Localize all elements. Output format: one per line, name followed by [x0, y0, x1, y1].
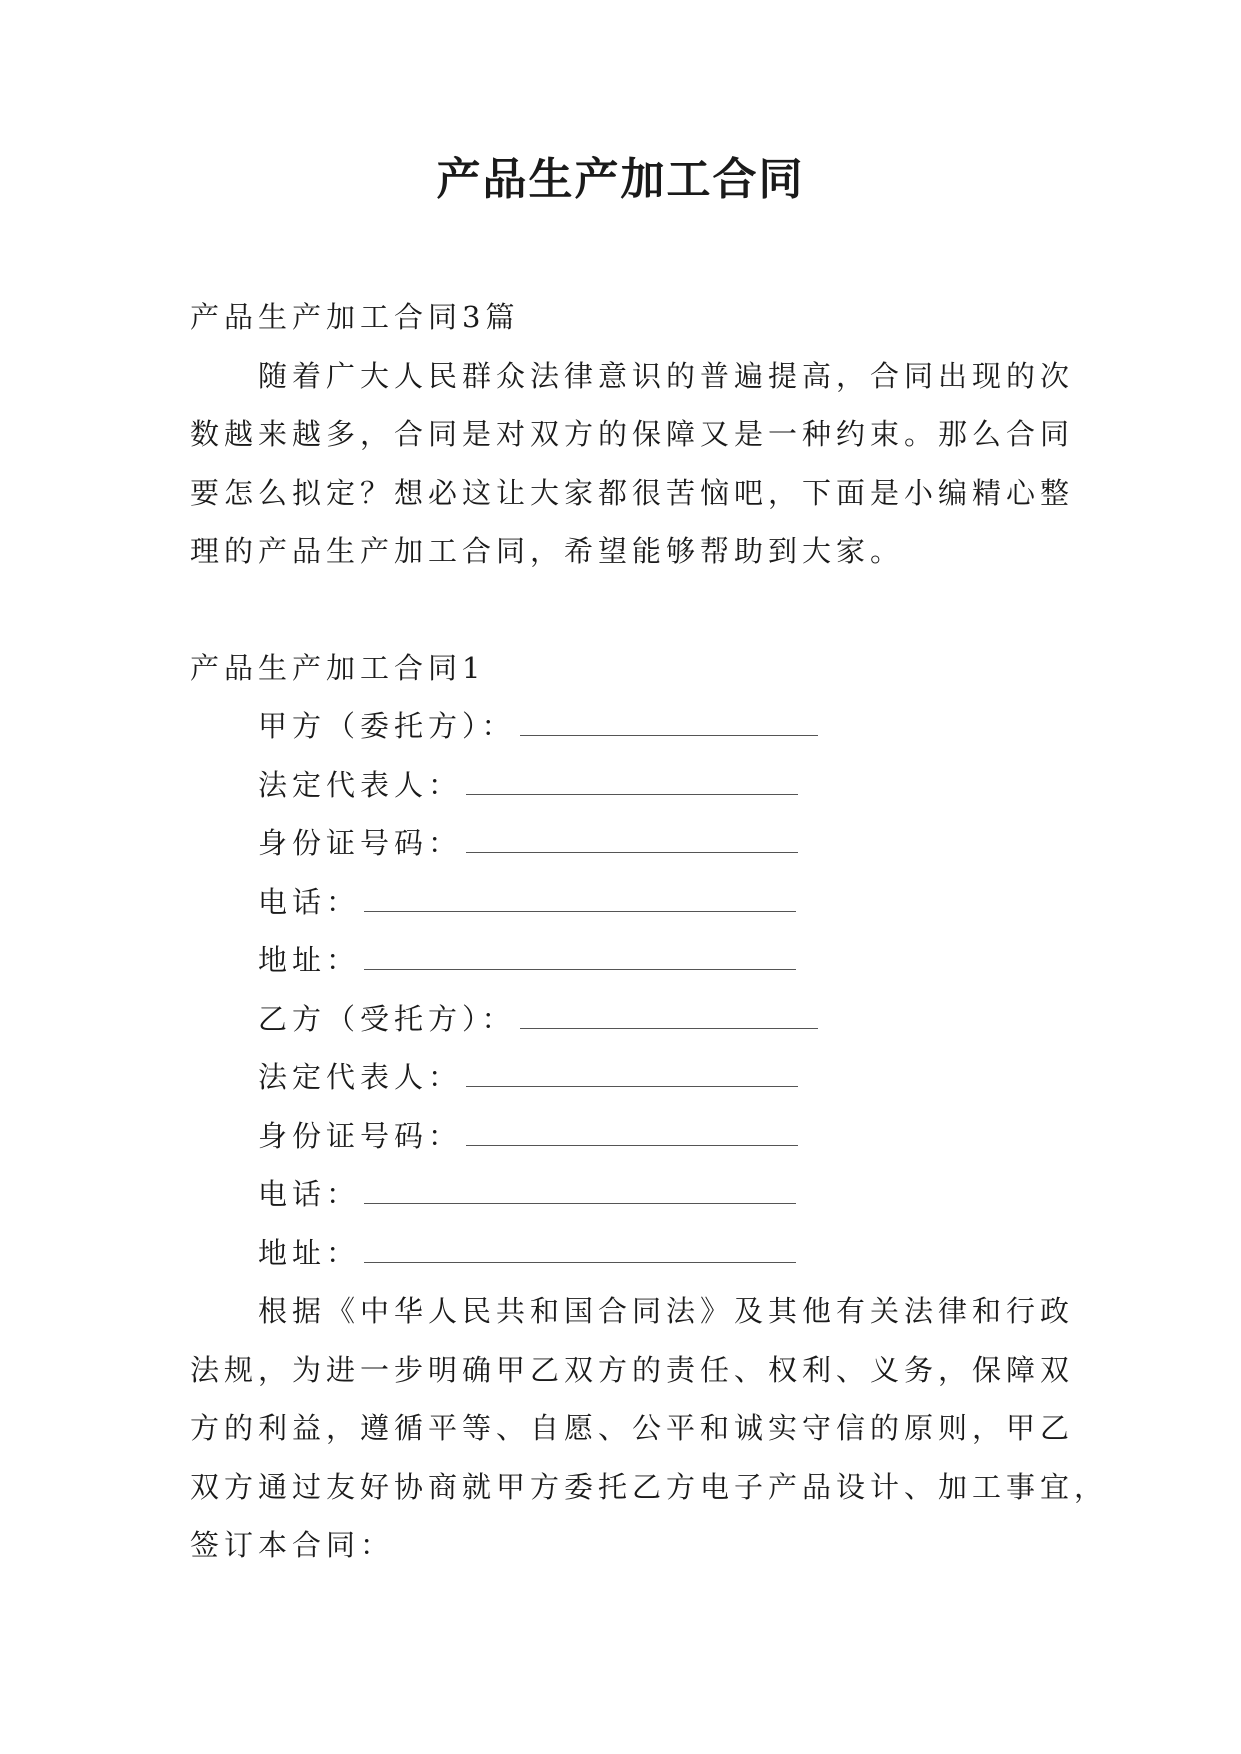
section-title: 产品生产加工合同1 — [190, 650, 486, 685]
basis-line-3: 方的利益，遵循平等、自愿、公平和诚实守信的原则，甲乙 — [190, 1411, 1075, 1445]
document-body — [190, 288, 1109, 1575]
basis-line-1: 根据《中华人民共和国合同法》及其他有关法律和行政 — [258, 1294, 1075, 1328]
party-a-rep-field — [190, 756, 1060, 815]
party-b-rep-field — [190, 1048, 1060, 1107]
intro-line-4: 理的产品生产加工合同，希望能够帮助到大家。 — [190, 534, 905, 568]
party-a-phone-blank — [364, 891, 796, 912]
basis-line-4: 双方通过友好协商就甲方委托乙方电子产品设计、加工事宜， — [190, 1469, 1109, 1504]
document-title: 产品生产加工合同 — [436, 154, 805, 205]
subtitle: 产品生产加工合同3篇 — [190, 300, 520, 334]
party-b-address-label: 地址： — [258, 1235, 361, 1270]
party-a-address-field — [190, 931, 1060, 990]
intro-line-2: 数越来越多，合同是对双方的保障又是一种约束。那么合同 — [190, 417, 1075, 451]
party-b-address-blank — [364, 1242, 796, 1263]
party-a-address-blank — [364, 949, 796, 970]
basis-line-5: 签订本合同： — [190, 1528, 395, 1562]
party-b-rep-label: 法定代表人： — [258, 1060, 463, 1094]
party-b-phone-blank — [364, 1183, 796, 1204]
party-a-phone-label: 电话： — [258, 884, 361, 919]
party-b-rep-blank — [466, 1066, 798, 1087]
party-a-rep-blank — [466, 774, 798, 795]
party-b-id-blank — [466, 1125, 798, 1146]
party-b-blank — [520, 1008, 818, 1029]
party-a-rep-label: 法定代表人： — [258, 767, 463, 802]
party-b-id-field — [190, 1107, 1060, 1166]
intro-line-1: 随着广大人民群众法律意识的普遍提高，合同出现的次 — [258, 358, 1075, 393]
party-a-label: 甲方（委托方）： — [258, 709, 516, 743]
party-b-phone-field — [190, 1165, 1060, 1224]
party-b-phone-label: 电话： — [258, 1177, 361, 1211]
intro-line-3: 要怎么拟定？想必这让大家都很苦恼吧，下面是小编精心整 — [190, 475, 1075, 510]
party-a-id-blank — [466, 832, 798, 853]
party-b-id-label: 身份证号码： — [258, 1118, 463, 1153]
party-b-address-field — [190, 1224, 1060, 1283]
party-b-field — [190, 990, 1060, 1049]
party-a-id-label: 身份证号码： — [258, 826, 463, 860]
party-a-phone-field — [190, 873, 1060, 932]
paragraph-gap — [190, 581, 1060, 639]
party-a-address-label: 地址： — [258, 943, 361, 977]
party-a-blank — [520, 715, 818, 736]
party-a-id-field — [190, 814, 1060, 873]
party-a-field — [190, 697, 1060, 756]
party-b-label: 乙方（受托方）： — [258, 1001, 516, 1036]
basis-line-2: 法规，为进一步明确甲乙双方的责任、权利、义务，保障双 — [190, 1352, 1075, 1387]
